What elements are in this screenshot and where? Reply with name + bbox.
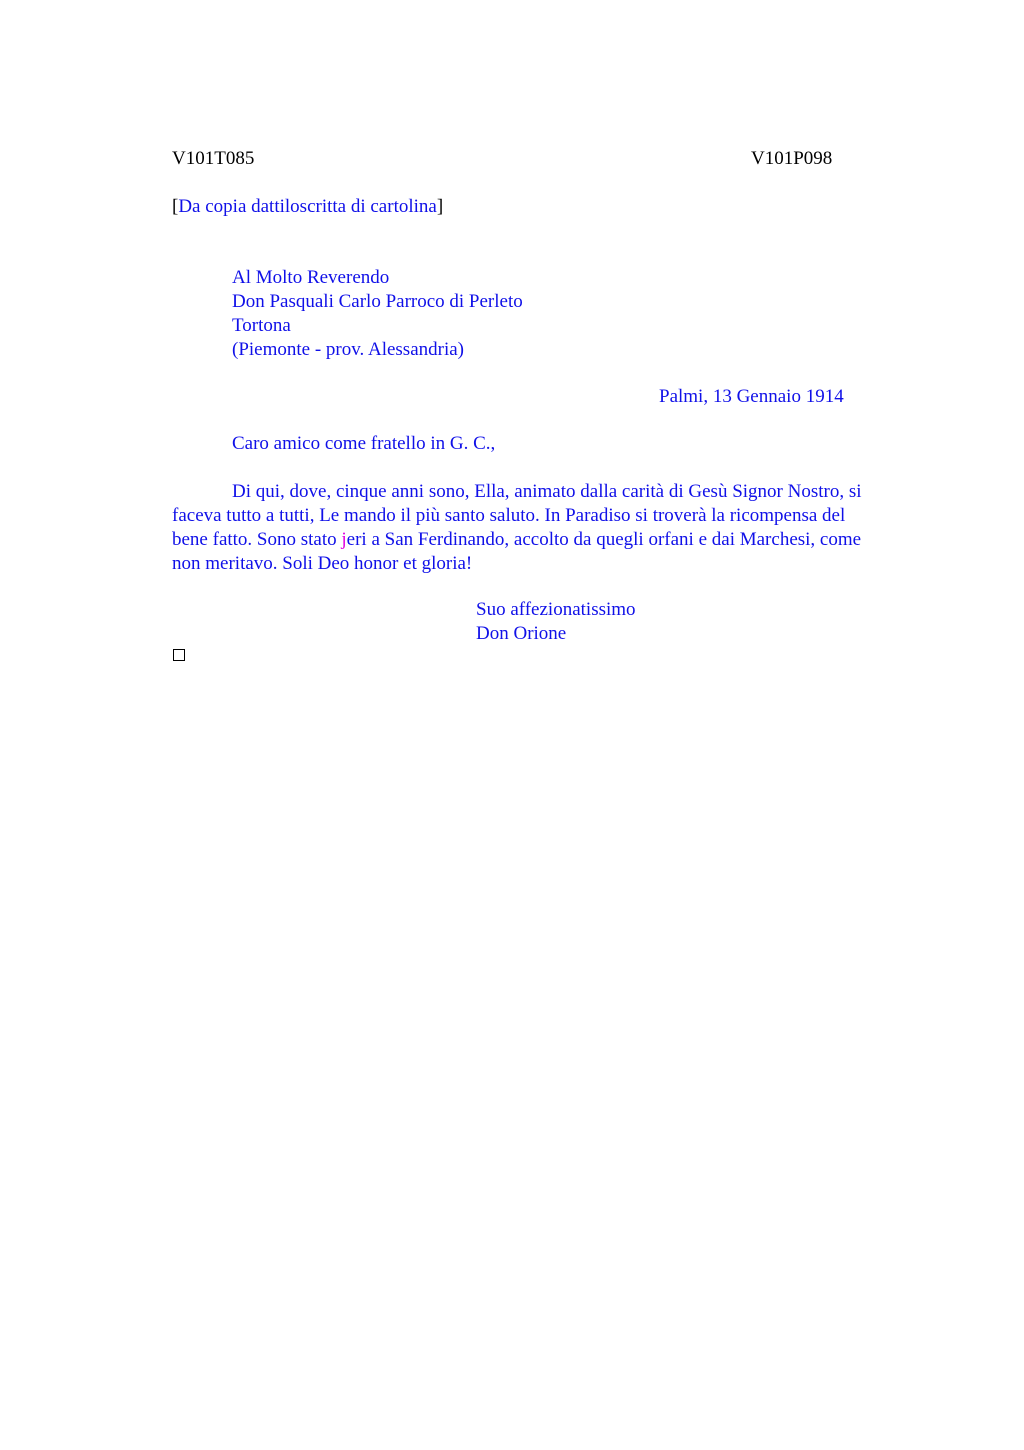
body-line: faceva tutto a tutti, Le mando il più santo saluto. In Paradiso si troverà la ricompensa del — [172, 505, 846, 526]
body-line: non meritavo. Soli Deo honor et gloria! — [172, 553, 473, 574]
salutation: Caro amico come fratello in G. C., — [232, 433, 496, 454]
recipient-address — [232, 266, 523, 362]
body-text-segment: bene fatto. Sono stato — [172, 529, 342, 550]
document-code-left: V101T085 — [172, 148, 255, 169]
body-line — [172, 528, 932, 552]
letter-body — [172, 480, 932, 576]
address-line: Don Pasquali Carlo Parroco di Perleto — [232, 291, 523, 312]
address-line: (Piemonte - prov. Alessandria) — [232, 339, 464, 360]
body-line: Di qui, dove, cinque anni sono, Ella, animato dalla carità di Gesù Signor Nostro, si — [232, 481, 862, 502]
source-note — [172, 195, 443, 219]
letter-date: Palmi, 13 Gennaio 1914 — [659, 386, 844, 407]
source-note-close-bracket: ] — [436, 196, 444, 217]
source-note-open-bracket: [ — [172, 196, 179, 217]
source-note-text: Da copia dattiloscritta di cartolina — [178, 196, 437, 217]
address-line: Al Molto Reverendo — [232, 267, 390, 288]
end-mark-square-icon — [173, 649, 185, 661]
letter-closing — [476, 598, 636, 646]
closing-line: Suo affezionatissimo — [476, 599, 636, 620]
body-text-segment: eri a San Ferdinando, accolto da quegli orfani e dai Marchesi, come — [346, 529, 862, 550]
document-code-right: V101P098 — [751, 148, 833, 169]
address-line: Tortona — [232, 315, 291, 336]
signature: Don Orione — [476, 623, 567, 644]
highlighted-letter: j — [341, 529, 347, 550]
